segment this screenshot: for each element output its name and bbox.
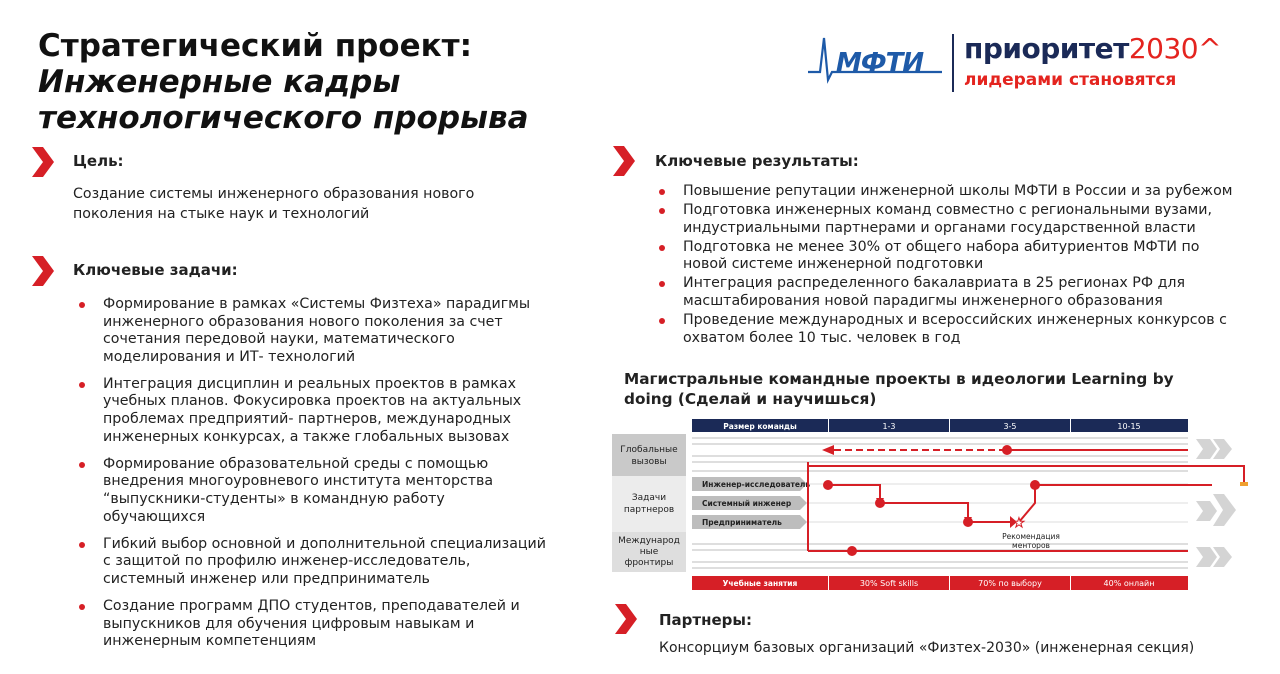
list-item-line: новой системе инженерной подготовки — [683, 256, 984, 273]
tasks-list — [73, 296, 583, 660]
size-label: 10-15 — [1117, 422, 1141, 431]
team-size-label: Размер команды — [723, 422, 797, 431]
list-item-line: Интеграция распределенного бакалавриата в 25 регионах РФ для — [683, 275, 1185, 292]
goal-heading: Цель: — [73, 152, 124, 170]
goal-text — [73, 184, 474, 224]
title-line-3: технологического прорыва — [38, 100, 529, 136]
list-item — [73, 376, 583, 446]
class-label: 40% онлайн — [1103, 579, 1155, 588]
list-item-line: инженерных конкурсах, а также глобальных вызовах — [103, 428, 510, 445]
list-item-line: Интеграция дисциплин и реальных проектов в рамках — [103, 375, 516, 392]
list-item-line: системный инженер или предприниматель — [103, 570, 430, 587]
goal-text-line: поколения на стыке наук и технологий — [73, 206, 370, 222]
list-item-line: индустриальными партнерами и органами государственной власти — [683, 219, 1196, 236]
goal-text-line: Создание системы инженерного образования нового — [73, 186, 475, 202]
mentor-label: менторов — [1012, 541, 1050, 550]
list-item-line: Формирование в рамках «Системы Физтеха» парадигмы — [103, 296, 531, 312]
global-label: вызовы — [631, 457, 667, 467]
intl-label: фронтиры — [624, 558, 674, 568]
priority-year: 2030^ — [1128, 32, 1222, 65]
list-item — [73, 456, 583, 526]
list-item-line: моделирования и ИТ- технологий — [103, 348, 356, 365]
logo-divider — [952, 34, 954, 92]
star-icon: ★ — [1013, 516, 1025, 531]
list-item-line: “выпускники-студенты» в командную работу — [103, 490, 445, 507]
list-item-line: Подготовка инженерных команд совместно с региональными вузами, — [683, 202, 1212, 219]
list-item-line: инженерным компетенциям — [103, 633, 317, 650]
list-item-line: Формирование образовательной среды с помощью — [103, 455, 489, 472]
partners-heading: Партнеры: — [659, 611, 752, 629]
chevron-right-icon — [32, 147, 54, 177]
list-item-line: выпускников для обучения цифровым навыкам и — [103, 615, 475, 632]
results-list — [653, 183, 1263, 349]
logos — [806, 32, 1256, 96]
chevron-right-icon — [615, 604, 637, 634]
list-item — [653, 202, 1263, 237]
chevron-right-icon — [613, 146, 635, 176]
list-item — [73, 598, 583, 651]
intl-label: ные — [639, 547, 659, 557]
orange-marker — [1240, 482, 1248, 486]
title-line-1: Стратегический проект: — [38, 28, 473, 64]
tasks-heading: Ключевые задачи: — [73, 261, 238, 279]
partners-label: Задачи — [631, 493, 667, 503]
list-item-line: инженерного образования нового поколения за счет — [103, 313, 503, 330]
size-label: 1-3 — [882, 422, 896, 431]
priority-tagline: лидерами становятся — [964, 70, 1177, 90]
page-title — [38, 28, 529, 136]
gray-chevron-icons — [1196, 439, 1236, 567]
list-item-line: охватом более 10 тыс. человек в год — [683, 329, 961, 346]
global-label: Глобальные — [620, 445, 678, 455]
intl-label: Международ — [618, 536, 680, 546]
mfti-logo-text: МФТИ — [836, 48, 924, 78]
list-item-line: Повышение репутации инженерной школы МФТИ в России и за рубежом — [683, 183, 1233, 199]
priority-word: приоритет — [964, 32, 1129, 65]
list-item-line: обучающихся — [103, 508, 206, 525]
role-label: Инженер-исследователь — [702, 480, 811, 489]
projects-heading — [624, 369, 1174, 409]
list-item — [653, 239, 1263, 274]
size-label: 3-5 — [1003, 422, 1017, 431]
list-item-line: Подготовка не менее 30% от общего набора абитуриентов МФТИ по — [683, 238, 1200, 255]
list-item-line: с защитой по профилю инженер-исследователь, — [103, 553, 471, 570]
list-item — [653, 275, 1263, 310]
list-item — [73, 296, 583, 366]
list-item-line: масштабирования новой парадигмы инженерного образования — [683, 293, 1163, 310]
list-item-line: сочетания передовой науки, математического — [103, 331, 455, 348]
global-block — [612, 434, 686, 476]
chevron-right-icon — [32, 256, 54, 286]
class-label: 70% по выбору — [978, 579, 1042, 588]
list-item-line: Проведение международных и всероссийских инженерных конкурсов с — [683, 312, 1227, 329]
priority-logo — [964, 32, 1221, 65]
list-item — [653, 312, 1263, 347]
mentor-label: Рекомендация — [1002, 532, 1060, 541]
role-label: Предприниматель — [702, 518, 782, 527]
partners-text: Консорциум базовых организаций «Физтех-2030» (инженерная секция) — [659, 640, 1195, 656]
arrow-head-icon — [822, 445, 834, 455]
projects-heading-line: Магистральные командные проекты в идеологии Learning by — [624, 370, 1174, 388]
projects-heading-line: doing (Сделай и научишься) — [624, 390, 877, 408]
list-item — [73, 536, 583, 589]
classes-label: Учебные занятия — [722, 579, 798, 588]
results-heading: Ключевые результаты: — [655, 152, 859, 170]
list-item-line: Гибкий выбор основной и дополнительной специализаций — [103, 535, 546, 552]
role-label: Системный инженер — [702, 499, 792, 508]
list-item-line: проблемах предприятий- партнеров, международных — [103, 411, 512, 428]
list-item-line: учебных планов. Фокусировка проектов на актуальных — [103, 393, 522, 410]
class-label: 30% Soft skills — [859, 579, 919, 588]
partners-label: партнеров — [623, 505, 675, 515]
list-item-line: внедрения многоуровневого института менторства — [103, 473, 494, 490]
track-lines-light — [807, 484, 1188, 522]
learning-by-doing-diagram — [612, 416, 1248, 594]
title-line-2: Инженерные кадры — [38, 64, 401, 100]
list-item — [653, 183, 1263, 201]
list-item-line: Создание программ ДПО студентов, преподавателей и — [103, 597, 520, 614]
